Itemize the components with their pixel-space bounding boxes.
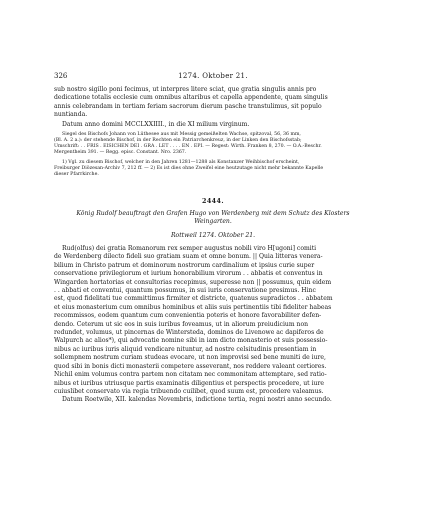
footnote-line: 1) Vgl. zu diesem Bischof, welcher in den Jahren 1281—1288 als Konstanzer Weihbischof erscheint, [62,160,300,165]
body-line: bilium in Christo patrum et dominorum nostrorum cardinalium et ipsius curie super [54,261,315,269]
previous-document-text [54,86,372,129]
body-line: de Werdenberg dilecto fideli suo gratiam suam et omne bonum. || Quia litteras venera- [54,253,323,261]
body-line: . . abbati et conventui, quantum possumus, in sui iuris conservatione presimus. Hinc [54,287,316,295]
seal-note-line: Siegel des Bischofs Johann von Lüthesee aus mit Messig gemeißelten Wachse, spitzoval, 56, 36 mm, [62,132,301,137]
body-line: et eius monasterium cum omnibus hominibus et aliis suis pertinentiis tibi fideliter habeas [54,303,332,311]
footnotes [54,160,372,178]
seal-note-line: Umschrift: . . FRIS . EISICHEN DEI . GRA . LET . . . . EN . EPI. — Regest: Wirth. Franken 8, 270. — O.A.-Beschr. [54,144,322,150]
place-date: Rottweil 1274. Oktober 21. [170,232,256,239]
body-line: nibus et iuribus utriusque partis examinatis diligentius et perspectis procedere, ut iure [54,379,324,387]
dating-line: Datum anno domini MCCLXXIIII., in die XI milium virginum. [62,120,250,128]
footnote-line: dieser Pfarrkirche. [54,172,99,178]
body-line: Rud(olfus) dei gratia Romanorum rex semper augustus nobili viro H[ugoni] comiti [62,245,317,252]
text-line: annis celebrandam in tertiam feriam sacrorum dierum pasche transtulimus, sit populo [54,102,322,110]
seal-description [54,132,372,156]
body-line: conservatione privilegiorum et iurium honorabilium virorum . . abbatis et conventus in [54,270,323,278]
body-line: dendo. Ceterum ut sic eos in suis iuribus foveamus, ut in aliorum preiudicium non [54,320,309,328]
body-line: est, quod fidelitati tue committimus firmiter et districte, quatenus supradictos . . abbatem [54,295,333,303]
body-line: recommissos, eodem quantum cum convenientia poteris et honore favorabiliter defen- [54,312,322,320]
body-line: sollempnem nostrum curiam studeas evocare, ut non improvisi sed bene muniti de iure, [54,354,326,362]
running-title: 1274. Oktober 21. [178,72,248,80]
seal-note-line: Mergentheim 391. — Regg. episc. Constant. Nro. 2367. [54,150,187,156]
body-line: quod sibi in bonis dicti monasterii competere asseverant, nos reddere valeant certiores. [54,362,327,370]
summary-line: König Rudolf beauftragt den Grafen Hugo von Werdenberg mit dem Schutz des Klosters [76,210,350,217]
page-number: 326 [54,72,68,80]
text-line: dedicatione totalis ecclesie cum omnibus altaribus et capella appendente, quam singulis [54,94,328,102]
document-summary [54,210,372,227]
body-line: redundet, volumus, ut pincernas de Wintersteda, dominos de Livenowe ac dapiferos de [54,329,324,337]
summary-line: Weingarten. [194,218,232,226]
body-line: cuiuslibet conservato via regia tribuendo cuilibet, quod suum est, procedere valeamus. [54,387,324,395]
document-number: 2444. [201,197,224,205]
body-line: Wingarden hortatorias et consultorias recepimus, superesse non || possumus, quin eidem [54,278,332,286]
text-line: nuntianda. [54,111,88,119]
text-line: sub nostro sigillo poni fecimus, ut interpres litere sciat, que gratia singulis annis pro [54,86,317,93]
seal-note-line: (Bl. A. 2 a.): der stehende Bischof, in der Rechten ein Patriarchenkreuz, in der Linken den Bischofsstab; [54,138,302,144]
charter-body [54,245,372,405]
dating-line: Datum Roetwile, XII. kalendas Novembris, indictione tertia, regni nostri anno secundo. [62,396,332,404]
body-line: Walpurch ac alios*), qui advocatie nomine sibi in iam dicto monasterio et suis possessio- [54,337,328,345]
body-line: nibus ac iuribus iuris aliquid vendicare nituntur, ad nostre celsitudinis presentiam in [54,345,317,353]
footnote-line: Freiburger Diözesan-Archiv 7, 212 ff. — 2) Es ist dies ohne Zweifel eine heutzutage nicht mehr bekannte Kapelle [54,166,324,172]
body-line: Nichil enim volumus contra partem non citatam nec commonitam attemptare, sed ratio- [54,371,327,379]
